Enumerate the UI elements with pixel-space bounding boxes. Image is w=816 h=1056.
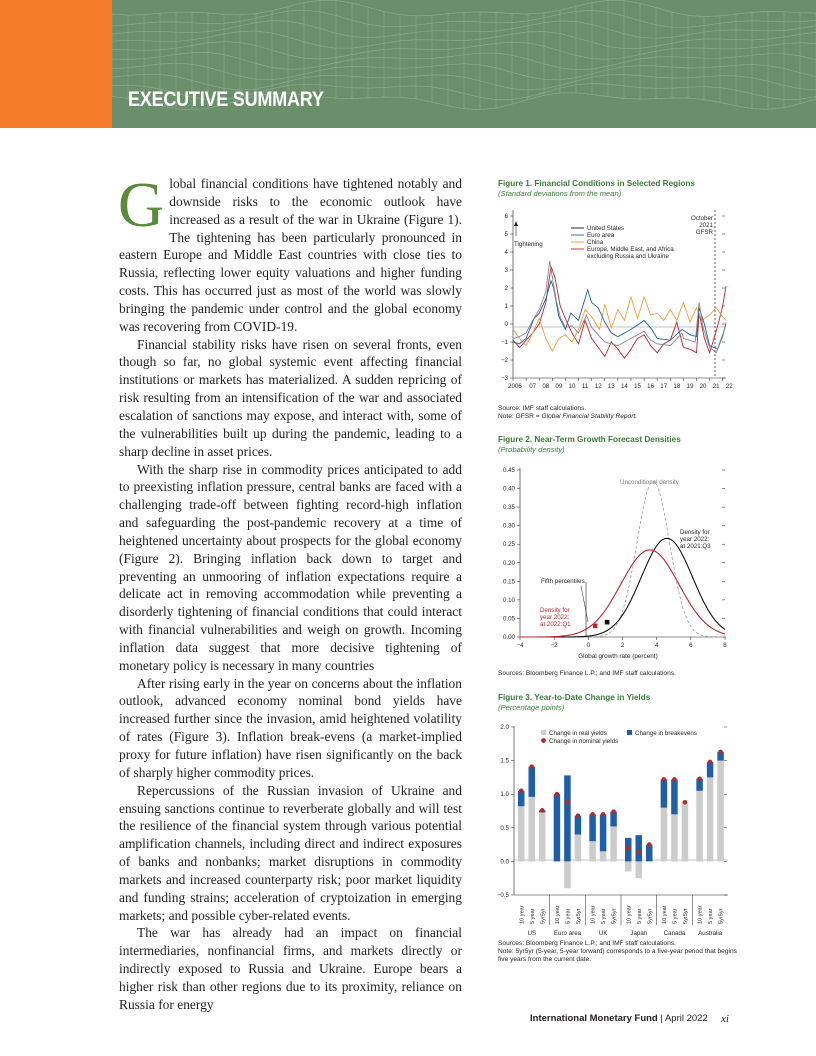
tightening-label: Tightening	[514, 241, 543, 248]
y-tick-label: 0.05	[502, 615, 515, 623]
figure-1-subtitle: (Standard deviations from the mean)	[498, 189, 622, 198]
marker-nominal	[565, 800, 570, 805]
figure-3-source: Sources: Bloomberg Finance L.P.; and IMF staff calculations.	[498, 940, 676, 947]
y-tick-label: 4	[504, 249, 508, 256]
ann-2022-1: Density for	[540, 607, 570, 614]
y-tick-label: −1	[500, 339, 508, 346]
marker-nominal	[718, 750, 723, 755]
tenor-label: 5yr5yr	[575, 908, 582, 924]
bar-breakeven	[671, 779, 678, 814]
y-tick-label: 2.0	[500, 724, 509, 731]
country-label: UK	[598, 930, 608, 937]
tenor-label: 5yr5yr	[611, 908, 618, 924]
y-tick-label: −0.5	[496, 892, 509, 899]
bar-breakeven	[529, 767, 536, 797]
bar-real	[682, 802, 689, 861]
orange-accent-block	[0, 0, 112, 128]
bar-real	[518, 806, 525, 861]
y-tick-label: 0.20	[502, 559, 515, 567]
bar-real	[671, 814, 678, 861]
y-tick-label: 0.10	[502, 596, 515, 604]
bar-real	[564, 861, 571, 888]
footer-date: April 2022	[664, 1013, 708, 1024]
marker-nominal	[626, 846, 631, 851]
figure-1-note	[498, 413, 738, 421]
bar-breakeven	[564, 775, 571, 861]
x-tick-label: 11	[581, 383, 589, 390]
figure-3-note-1: Note: 5yr5yr (5-year, 5-year forward) corresponds to a five-year period that begins	[498, 948, 737, 955]
bar-real	[575, 835, 582, 862]
marker-nominal	[576, 813, 581, 818]
legend-emea-2: excluding Russia and Ukraine	[587, 253, 669, 260]
bar-real	[707, 777, 714, 861]
paragraph-6: The war has already had an impact on financial intermediaries, nonfinancial firms, and markets directly or indirectly exposed to Russia and Ukraine. Europe bears a higher risk than other regions due to its proximity, reliance on Russia for energy	[119, 925, 462, 1012]
legend-real: Change in real yields	[549, 730, 607, 737]
figure-2-source: Sources: Bloomberg Finance L.P.; and IMF staff calculations.	[498, 670, 676, 677]
tightening-arrow	[514, 221, 518, 236]
tenor-label: 5 year	[529, 908, 536, 924]
page-title: EXECUTIVE SUMMARY	[128, 88, 324, 111]
marker-nominal	[662, 777, 667, 782]
marker-nominal	[601, 812, 606, 817]
marker-nominal	[540, 808, 545, 813]
tenor-label: 5 year	[672, 908, 679, 924]
figure-3-legend	[541, 730, 697, 745]
legend-china: China	[587, 239, 604, 246]
marker-nominal	[519, 789, 524, 794]
ann-2022-3: at 2022:Q1	[540, 621, 571, 628]
y-tick-label: 1.0	[500, 791, 509, 799]
country-label: Canada	[663, 930, 686, 937]
bar-breakeven	[646, 845, 653, 862]
fifth-percentile-2022q1	[593, 624, 598, 629]
series-line-united-states	[513, 261, 726, 353]
bar-breakeven	[518, 791, 525, 806]
y-tick-label: 0.5	[500, 824, 509, 832]
y-tick-label: 6	[504, 213, 508, 220]
legend-breakevens: Change in breakevens	[635, 730, 697, 737]
bar-real	[717, 761, 724, 862]
x-tick-label: 2	[620, 642, 625, 649]
country-label: US	[527, 930, 537, 937]
ann-2021-1: Density for	[680, 529, 710, 536]
marker-nominal	[697, 776, 702, 781]
y-tick-label: 1	[504, 303, 508, 310]
x-tick-label: 18	[673, 383, 681, 390]
x-tick-label: 07	[529, 383, 537, 390]
figure-2-title: Figure 2. Near-Term Growth Forecast Densities	[498, 435, 681, 444]
marker-nominal	[672, 777, 677, 782]
x-tick-label: −4	[516, 642, 524, 649]
country-label: Japan	[630, 930, 648, 937]
bar-breakeven	[575, 816, 582, 835]
x-axis-label: Global growth rate (percent)	[578, 653, 658, 660]
header-banner	[0, 0, 816, 128]
y-tick-label: 2	[504, 285, 508, 292]
y-tick-label: 0.0	[500, 858, 509, 866]
bar-breakeven	[636, 835, 643, 861]
bar-real	[589, 841, 596, 861]
tenor-label: 5 year	[708, 908, 715, 924]
x-tick-label: 0	[586, 642, 591, 649]
y-tick-label: 0.00	[502, 634, 515, 641]
fifth-percentile-2021q3	[605, 620, 610, 625]
x-tick-label: 2006	[508, 383, 522, 390]
body-text	[118, 169, 462, 1014]
x-tick-label: 10	[568, 383, 576, 390]
tenor-label: 10 year	[626, 905, 633, 924]
bar-breakeven	[554, 794, 561, 861]
ann-fifth: Fifth percentiles	[541, 578, 585, 585]
y-tick-label: 0.15	[502, 578, 515, 586]
paragraph-5: Repercussions of the Russian invasion of Ukraine and ensuing sanctions continue to reverberate globally and will test the resilience of the financial system through various potential amplification channels, including direct and indirect exposures of banks and nonbanks; market disruptions in commodity markets and increased counterparty risk; poor market liquidity and funding strains; acceleration of cryptoization in emerging markets; and possible cyber-related events.	[119, 782, 462, 923]
paragraph-1-text: lobal financial conditions have tightened notably and downside risks to the economic outlook have increased as a result of the war in Ukraine (Figure 1). The tightening has been particularly pronounced in eastern Europe and Middle East countries with close ties to Russia, reflecting lower equity valuations and higher funding costs. This has occurred just as most of the world was slowly bringing the pandemic under control and the global economy was recovering from COVID-19.	[119, 176, 462, 334]
tenor-label: 5yr5yr	[647, 908, 654, 924]
gfsr-label-1: October	[690, 215, 713, 222]
paragraph-1	[118, 169, 462, 336]
tenor-label: 5 year	[565, 908, 572, 924]
fifth-pointer	[581, 586, 588, 622]
bar-real	[636, 861, 643, 878]
x-tick-label: −2	[550, 642, 558, 649]
x-tick-label: 16	[647, 383, 655, 390]
paragraph-4: After rising early in the year on concerns about the inflation outlook, advanced economy nominal bond yields have increased further since the invasion, amid heightened volatility of rates (Figure 3). Inflation break-evens (a market-implied proxy for future inflation) have risen significantly on the back of sharply higher commodity prices.	[119, 675, 462, 780]
footer-org: International Monetary Fund	[530, 1013, 658, 1024]
figure-1-note-prefix: Note: GFSR =	[498, 413, 542, 420]
country-label: Euro area	[553, 930, 582, 937]
x-tick-label: 09	[555, 383, 563, 390]
marker-nominal	[529, 764, 534, 769]
bar-real	[610, 826, 617, 861]
x-tick-label: 19	[686, 383, 694, 390]
bar-breakeven	[661, 779, 668, 807]
marker-nominal	[636, 850, 641, 855]
figure-3-title: Figure 3. Year-to-Date Change in Yields	[498, 693, 651, 702]
dropcap: G	[118, 169, 165, 240]
figure-2-subtitle: (Probability density)	[498, 445, 565, 454]
x-tick-label: 12	[594, 383, 602, 390]
gfsr-label-3: GFSR	[695, 229, 713, 236]
y-tick-label: 1.5	[500, 757, 509, 765]
bar-real	[600, 851, 607, 861]
gfsr-label-2: 2021	[699, 222, 713, 229]
legend-us: United States	[587, 225, 625, 232]
bar-real	[625, 861, 632, 871]
series-line-euro-area	[513, 281, 726, 349]
x-tick-label: 20	[699, 383, 707, 390]
y-tick-label: 0.45	[502, 467, 515, 474]
marker-nominal	[611, 809, 616, 814]
bar-real	[661, 808, 668, 862]
x-tick-label: 22	[725, 383, 733, 390]
marker-nominal	[590, 812, 595, 817]
x-tick-label: 8	[723, 642, 727, 649]
marker-nominal	[683, 800, 688, 805]
ann-2021-3: at 2021:Q3	[680, 543, 711, 550]
tenor-label: 5yr5yr	[718, 908, 725, 924]
tenor-label: 5yr5yr	[682, 908, 689, 924]
bar-real	[529, 797, 536, 862]
figure-2-chart	[496, 462, 740, 662]
tenor-label: 10 year	[554, 905, 561, 924]
paragraph-2: Financial stability risks have risen on several fronts, even though so far, no global systemic event affecting financial institutions or markets has materialized. A sudden repricing of risk resulting from an intensification of the war and associated escalation of sanctions may expose, and interact with, some of the vulnerabilities built up during the pandemic, leading to a sharp decline in asset prices.	[119, 336, 462, 459]
x-tick-label: 21	[712, 383, 720, 390]
tenor-label: 10 year	[519, 905, 526, 924]
tenor-label: 5 year	[601, 908, 608, 924]
figure-3-subtitle: (Percentage points)	[498, 703, 565, 712]
tenor-label: 10 year	[697, 905, 704, 924]
y-tick-label: 0.30	[502, 522, 515, 530]
x-tick-label: 4	[654, 642, 659, 649]
y-tick-label: −3	[500, 375, 508, 382]
x-tick-label: 17	[660, 383, 668, 390]
y-tick-label: 0	[504, 321, 508, 328]
ann-2021-2: year 2022:	[680, 536, 710, 543]
bar-breakeven	[600, 814, 607, 851]
legend-emea: Europe, Middle East, and Africa	[587, 246, 674, 253]
marker-nominal	[708, 760, 713, 765]
figure-1-source: Source: IMF staff calculations.	[498, 405, 587, 412]
figure-1-legend	[571, 225, 674, 260]
page-number: xi	[721, 1013, 729, 1025]
x-tick-label: 14	[620, 383, 628, 390]
figure-1-title: Figure 1. Financial Conditions in Selected Regions	[498, 179, 695, 188]
bar-real	[696, 791, 703, 862]
tenor-label: 5 year	[636, 908, 643, 924]
x-tick-label: 15	[634, 383, 641, 390]
x-tick-label: 13	[607, 383, 615, 390]
y-tick-label: −2	[500, 357, 508, 364]
country-label: Australia	[698, 930, 723, 937]
y-tick-label: 3	[504, 267, 508, 274]
x-tick-label: 08	[542, 383, 550, 390]
y-tick-label: 0.40	[502, 485, 515, 493]
ann-unconditional: Unconditional density	[620, 479, 679, 486]
figure-3-note-2: five years from the current date.	[498, 956, 592, 963]
footer: International Monetary Fund | April 2022	[530, 1013, 708, 1024]
tenor-label: 5yr5yr	[540, 908, 547, 924]
tenor-label: 10 year	[661, 905, 668, 924]
x-tick-label: 6	[689, 642, 693, 649]
tenor-label: 10 year	[590, 905, 597, 924]
ann-2022-2: year 2022:	[540, 614, 570, 621]
figure-3-chart	[496, 720, 740, 938]
y-tick-label: 5	[504, 231, 508, 238]
marker-nominal	[647, 842, 652, 847]
marker-nominal	[555, 792, 560, 797]
legend-nominal: Change in nominal yields	[549, 738, 619, 745]
figure-1-note-italic: Global Financial Stability Report.	[541, 413, 638, 420]
paragraph-3: With the sharp rise in commodity prices anticipated to add to preexisting inflation pressure, central banks are faced with a challenging trade-off between fighting record-high inflation and safeguarding the post-pandemic recovery at a time of heightened uncertainty about prospects for the global economy (Figure 2). Bringing inflation back down to target and preventing an unmooring of inflation expectations require a delicate act in removing accommodation while preventing a disorderly tightening of financial conditions that could interact with financial vulnerabilities and weigh on growth. Incoming inflation data suggest that more decisive tightening of monetary policy is necessary in many countries	[119, 461, 462, 673]
y-tick-label: 0.25	[502, 541, 515, 549]
figure-1-chart	[496, 202, 740, 402]
bar-breakeven	[589, 814, 596, 841]
legend-euro-area: Euro area	[587, 232, 615, 239]
y-tick-label: 0.35	[502, 504, 515, 512]
bar-breakeven	[707, 762, 714, 777]
bar-real	[539, 812, 546, 861]
